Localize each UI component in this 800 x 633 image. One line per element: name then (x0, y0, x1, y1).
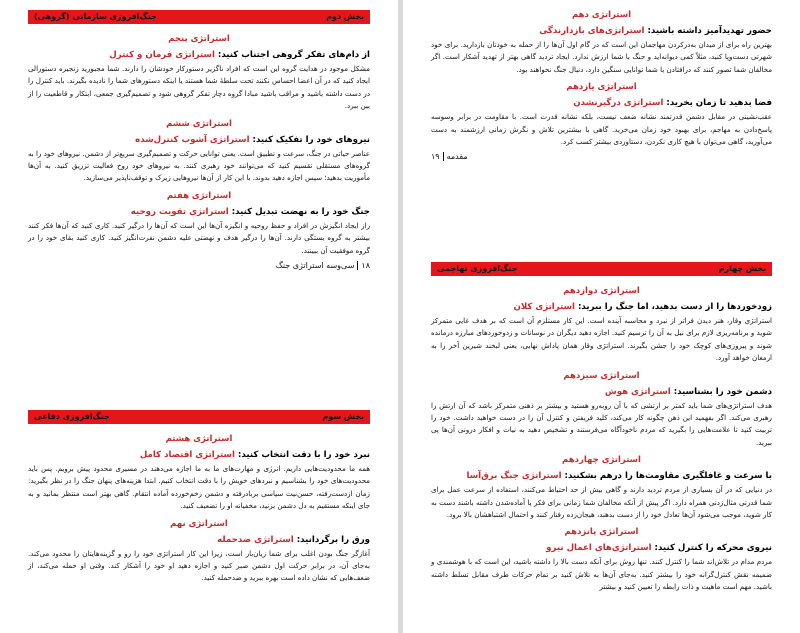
strategy-5-title: استراتژی پنجم (168, 34, 230, 44)
strategy-11-heading-text: فضا بدهید تا زمان بخرید: (666, 98, 772, 109)
part-four-header-bar (431, 262, 772, 276)
strategy-14-heading-text: با سرعت و غافلگیری مقاومت‌ها را درهم بشکنید: (564, 471, 772, 482)
strategy-13-heading (431, 386, 772, 398)
strategy-13-heading-text: دشمن خود را بشناسید: (673, 386, 772, 397)
left-page-number: ۱۸ (361, 261, 370, 271)
strategy-11-name: استراتژی درگیرنشدن (573, 98, 664, 109)
strategy-15-title: استراتژی پانزدهم (564, 527, 639, 538)
strategy-8-body: همه ما محدودیت‌هایی داریم. انرژی و مهارت‌های ما به ما اجازه می‌دهند در مسیری محدود پیش برویم. پس باید محدودیت‌های خود را بشناسیم و نبردهای خویش را با دقت انتخاب کنیم. ابتدا هزینه‌های پنهان جنگ را در نظر بگیرید: زمان ازدست‌رفته، حسن‌نیت سیاسی برباد‌رفته و دشمن زخم‌خورده آماده انتقام. گاهی بهتر است منتظر بمانید و به جای اینکه مستقیم به دل دشمن بزنید، مخفیانه او را تضعیف کنید. (28, 464, 370, 511)
page-number-separator-right (443, 152, 444, 161)
strategy-9-body: آغازگر جنگ بودن اغلب برای شما زیان‌بار است، زیرا این کار استراتژی خود را رو و گزینه‌هایتان را محدود می‌کند. به‌جای آن، در برابر حرکت اول دشمن صبر کنید و اجازه دهید او خود را آشکار کند. وقتی او حمله می‌کند، از ضعف‌هایی که نشان داده است بهره ببرید و ضدحمله کنید. (28, 548, 370, 583)
strategy-6-body: عناصر حیاتی در جنگ، سرعت و تطبیق است. یعنی توانایی حرکت و تصمیم‌گیری سریع‌تر از دشمن. نیروهای خود را به گروه‌های مستقلی تقسیم کنید که می‌توانند خود رهبری کنند. به نیروهای خود روح فعالیت تزریق کنید. به آن‌ها مأموریت بدهید؛ سپس اجازه دهید بدوند. با این کار از آن‌ها نیروهایی زیرک و توقف‌ناپذیر می‌سازید. (28, 148, 370, 183)
part-two-title: بخش دوم (326, 12, 364, 21)
left-page-label: سی‌وسه استراتژی جنگ (275, 261, 355, 271)
strategy-5-heading (28, 49, 370, 61)
strategy-9-name: استراتژی ضدحمله (217, 534, 294, 545)
left-page (0, 0, 398, 633)
part-four-title: بخش چهارم (718, 264, 766, 273)
strategy-10-name: استراتژی‌های بازدارندگی (539, 26, 645, 36)
right-page (403, 0, 800, 633)
strategy-11-body: عقب‌نشینی در مقابل دشمن قدرتمند نشانه ضعف نیست، بلکه نشانه قدرت است. با مقاومت در برابر وسوسه پاسخ‌دادن به مهاجم، برای بهبود خود زمان می‌خرید. گاهی با بیشترین تلاش و نگرش زمانی ارزشمند به دست می‌آورید، گاهی می‌توان با هیچ کاری نکردن، دستاوردی بیشتر کسب کرد. (431, 112, 772, 147)
strategy-9-heading (28, 534, 370, 546)
strategy-15-name: استراتژی‌های اعمال نیرو (546, 543, 652, 554)
strategy-14-title: استراتژی چهاردهم (562, 455, 641, 466)
strategy-5-body: مشکل موجود در هدایت گروه این است که افراد ناگزیر دستورکار خودشان را دارند. شما مجبورید زنجیره دستورالی ایجاد کنید که در آن اعضا احساس نکنند تحت سلطهٔ شما هستند یا اینکه دستورهای شما را نادیده بگیرند. باید کنترل را در دست داشته باشید و مراقب باشید مبادا گروه دچار تفکر گروهی شود و تصمیم‌گیری جمعی، ابتکار و قاطعیت را از بین ببرد. (28, 64, 370, 111)
strategy-15-body: مردم مدام در تلاش‌اند شما را کنترل کنند. تنها روش برای آنکه دست بالا را داشته باشید، این است که با هوشمندی و ضمیمه نقش کنترل‌گرانه خود را بیشتر کنید. به‌جای آن‌ها به تلاش کنید بر تمام حرکات طرف مقابل تسلط داشته باشید. مهم است ماهیت و ذات رابطه را تعیین کنید و بیشتر (431, 557, 772, 592)
left-bottom-block (28, 410, 370, 589)
strategy-10-body: بهترین راه برای از میدان به‌درکردن مهاجمان این است که در گام اول آن‌ها را از حمله به خودتان بازدارید. برای خود شهرتی دست‌وپا کنید، مثلاً کمی دیوانه‌اید و جنگ با شما ارزش ندارد. ایجاد تردید گاهی بهتر از تهدید آشکار است. اگر مخالفان شما تصور کنند که درافتادن با شما توانایی سنگین دارد، دنبال جنگ نخواهند بود. (431, 40, 772, 74)
strategy-7-name: استراتژی تقویت روحیه (130, 206, 229, 217)
strategy-13-body: هدف استراتژی‌های شما باید کمتر بر ارتشی که با آن روبه‌رو هستید و بیشتر بر ذهنی متمرکز باشد که آن ارتش را رهبری می‌کند. اگر بفهمید این ذهن چگونه کار می‌کند، کلید فریفتن و کنترل آن را در دست خواهید داشت. خود را تربیت کنید تا علامت‌هایی را بگیرید که مردم ناخودآگاه می‌فرستند و تشخیص دهید به نیات و افکار درونی آن‌ها پی ببرید. (431, 400, 772, 447)
strategy-8-heading (28, 449, 370, 461)
strategy-13-title: استراتژی سیزدهم (563, 370, 640, 381)
strategy-12-name: استراتژی کلان (513, 302, 575, 312)
strategy-9-title: استراتژی نهم (170, 518, 228, 529)
strategy-7-title: استراتژی هفتم (166, 190, 232, 201)
strategy-13-name: استراتژی هوش (604, 386, 671, 397)
strategy-9-heading-text: ورق را برگردانید: (296, 534, 370, 545)
strategy-14-name: استراتژی جنگ برق‌آسا (466, 471, 562, 482)
part-three-header-bar (28, 410, 370, 424)
strategy-5-name: استراتژی فرمان و کنترل (109, 50, 215, 60)
strategy-10-heading-text: حضور تهدیدآمیز داشته باشید: (647, 26, 772, 36)
strategy-12-heading-text: زودخوردها را از دست بدهید، اما جنگ را ببرید: (578, 302, 772, 312)
part-four-subtitle: جنگ‌افروزی تهاجمی (437, 264, 518, 273)
strategy-12-body: استراتژی وقار، هنر دیدن فراتر از نبرد و محاسبه آینده است. این کار مستلزم آن است که بر هدف غایی متمرکز شوید و برنامه‌ریزی لازم برای نیل به آن را ترسیم کنید. اجازه دهید دیگران در نوسانات و زدوخوردهای مبارزه درمانده شوند و پیروزی‌های کوچک خود را جشن بگیرند. استراتژی وقار همان پاداش نهایی، یعنی لبخند شیرین آخر را به ارمغان خواهد آورد. (431, 316, 772, 363)
right-bottom-block (431, 262, 772, 598)
strategy-12-heading (431, 301, 772, 313)
right-top-block (431, 4, 772, 161)
strategy-12-title: استراتژی دوازدهم (563, 286, 640, 296)
strategy-6-heading-text: نیروهای خود را تفکیک کنید: (252, 134, 370, 145)
strategy-7-heading-text: جنگ خود را به نهضت تبدیل کنید: (231, 206, 370, 217)
left-top-block (28, 10, 370, 270)
strategy-6-title: استراتژی ششم (166, 118, 232, 129)
right-page-number: ۱۹ (431, 152, 440, 162)
strategy-14-heading (431, 470, 772, 482)
strategy-8-title: استراتژی هشتم (165, 434, 233, 444)
strategy-11-heading (431, 97, 772, 109)
strategy-8-heading-text: نبرد خود را با دقت انتخاب کنید: (237, 450, 370, 460)
strategy-15-heading-text: نیروی محرکه را کنترل کنید: (654, 543, 772, 554)
strategy-7-body: راز ایجاد انگیزش در افراد و حفظ روحیه و انگیزه آن‌ها این است که آن‌ها را درگیر کنید. کاری کنید که آن‌ها فکر کنند بیشتر به گروه بستگی دارند. آن‌ها را درگیر هدف و نهضتی علیه دشمن نفرت‌انگیز کنید. کاری کنید بقای خود را در گروه موفقیت آن ببینند. (28, 220, 370, 255)
strategy-14-body: در دنیایی که در آن بسیاری از مردم تردید دارند و گاهی بیش از حد احتیاط می‌کنند، استفاده از سرعت عمل برای شما قدرتی مثال‌زدنی همراه دارد. اگر پیش از آنکه مخالفان شما زمانی برای فکر یا آماده‌شدن داشته باشند دست به کار شوید، موجب می‌شود آن‌ها تعادل خود را از دست بدهند، هیجان‌زده رفتار کنند و احتمال اشتباهشان بالا برود. (431, 485, 772, 520)
right-page-label: مقدمه (446, 152, 468, 162)
strategy-15-heading (431, 542, 772, 554)
part-two-subtitle: جنگ‌افروزی سازمانی (گروهی) (34, 12, 157, 21)
strategy-5-heading-text: از دام‌های تفکر گروهی اجتناب کنید: (217, 50, 370, 60)
strategy-7-heading (28, 206, 370, 218)
strategy-6-name: استراتژی آشوب کنترل‌شده (135, 134, 250, 145)
page-number-separator (357, 261, 358, 270)
strategy-11-title: استراتژی یازدهم (566, 82, 637, 93)
strategy-10-title: استراتژی دهم (571, 10, 632, 20)
strategy-10-heading (431, 25, 772, 37)
part-two-header-bar (28, 10, 370, 24)
part-three-title: بخش سوم (322, 412, 364, 421)
right-page-number-line (431, 152, 772, 161)
strategy-8-name: استراتژی اقتصاد کامل (139, 450, 235, 460)
strategy-6-heading (28, 134, 370, 146)
part-three-subtitle: جنگ‌افروزی دفاعی (34, 412, 110, 421)
left-page-number-line (28, 261, 370, 270)
